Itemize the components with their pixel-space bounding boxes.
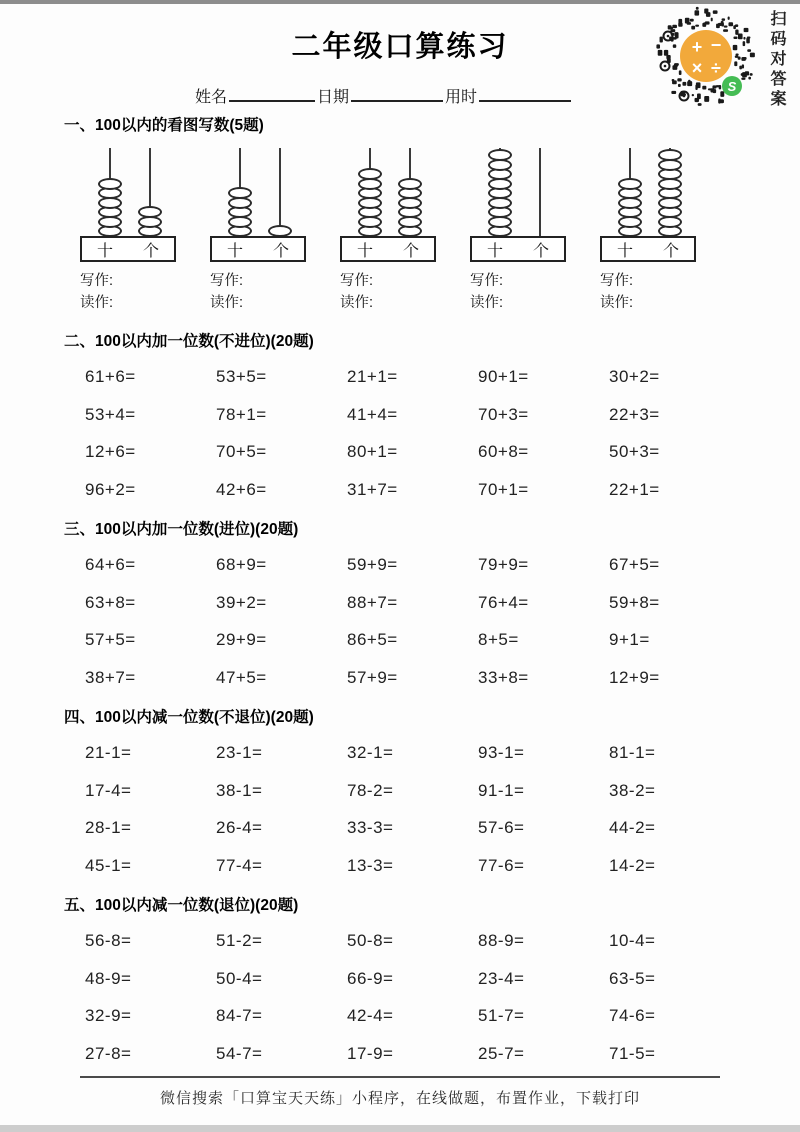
abacus-drawing (470, 148, 570, 262)
abacus-bead (488, 149, 512, 161)
abacus-bead (98, 178, 122, 190)
math-problem: 96+2= (85, 479, 136, 499)
worksheet-body (0, 112, 800, 1072)
math-problem: 56-8= (85, 931, 132, 950)
math-problem: 50+3= (609, 442, 660, 461)
footer-divider (80, 1076, 720, 1078)
math-problem: 32-9= (85, 1006, 132, 1025)
math-problem: 61+6= (85, 367, 136, 386)
math-problem: 45-1= (85, 855, 132, 875)
math-problem: 42-4= (347, 1006, 394, 1025)
student-info-row (195, 84, 615, 107)
math-problem: 27-8= (85, 1043, 132, 1063)
math-problem: 88-9= (478, 931, 525, 950)
problems-grid (0, 728, 800, 884)
math-problem: 30+2= (609, 367, 660, 386)
qr-caption: 扫码对答案 (768, 10, 785, 110)
math-problem: 13-3= (347, 855, 394, 875)
math-problem: 23-1= (216, 743, 263, 762)
math-problem: 48-9= (85, 968, 132, 988)
math-problem: 53+5= (216, 367, 267, 386)
abacus-answer-labels (600, 270, 700, 314)
math-problem: 26-4= (216, 818, 263, 837)
problems-grid (0, 540, 800, 696)
math-problem: 38-1= (216, 780, 263, 800)
abacus-answer-labels (340, 270, 440, 314)
math-problem: 90+1= (478, 367, 529, 386)
date-label: 日期 (317, 89, 350, 106)
math-problem: 63-5= (609, 968, 656, 988)
math-problem: 51-2= (216, 931, 263, 950)
math-problem: 32-1= (347, 743, 394, 762)
ones-column-label: 个 (662, 242, 679, 260)
math-problem: 68+9= (216, 555, 267, 574)
abacus-base (80, 236, 176, 262)
read-as-label: 读作: (80, 295, 114, 311)
abacus-answer-labels (80, 270, 180, 314)
read-as-label: 读作: (600, 295, 634, 311)
ones-column-label: 个 (532, 242, 549, 260)
abacus-figure (80, 148, 180, 320)
math-problem: 54-7= (216, 1043, 263, 1063)
math-problem: 10-4= (609, 931, 656, 950)
math-problem: 39+2= (216, 592, 267, 612)
math-problem: 66-9= (347, 968, 394, 988)
tens-column-label: 十 (226, 242, 243, 260)
math-problem: 70+3= (478, 404, 529, 424)
abacus-bead (658, 149, 682, 161)
read-as-label: 读作: (340, 295, 374, 311)
time-blank (479, 87, 571, 102)
page-bottom-border (0, 1125, 800, 1132)
svg-text:S: S (727, 79, 737, 94)
tens-column-label: 十 (96, 242, 113, 260)
tens-column-label: 十 (356, 242, 373, 260)
math-problem: 79+9= (478, 555, 529, 574)
math-problem: 84-7= (216, 1006, 263, 1025)
abacus-rod-ones (279, 148, 281, 236)
math-problem: 51-7= (478, 1006, 525, 1025)
abacus-bead (138, 206, 162, 218)
abacus-figures-row (0, 136, 800, 320)
math-problem: 21+1= (347, 367, 398, 386)
write-as-label: 写作: (600, 273, 634, 289)
abacus-base (210, 236, 306, 262)
math-problem: 60+8= (478, 442, 529, 461)
math-problem: 53+4= (85, 404, 136, 424)
math-problem: 47+5= (216, 667, 267, 687)
math-problem: 86+5= (347, 630, 398, 649)
section-heading: 五、100以内减一位数(退位)(20题) (64, 897, 299, 914)
math-problem: 77-4= (216, 855, 263, 875)
math-problem: 57+5= (85, 630, 136, 649)
section-heading: 四、100以内减一位数(不退位)(20题) (64, 709, 314, 726)
math-problem: 71-5= (609, 1043, 656, 1063)
abacus-bead (618, 178, 642, 190)
read-as-label: 读作: (210, 295, 244, 311)
math-problem: 74-6= (609, 1006, 656, 1025)
math-problem: 9+1= (609, 630, 650, 649)
read-as-label: 读作: (470, 295, 504, 311)
math-problem: 42+6= (216, 479, 267, 499)
math-problem: 81-1= (609, 743, 656, 762)
tens-column-label: 十 (616, 242, 633, 260)
math-problem: 12+9= (609, 667, 660, 687)
page-title: 二年级口算练习 (291, 31, 509, 63)
math-problem: 76+4= (478, 592, 529, 612)
math-problem: 17-4= (85, 780, 132, 800)
abacus-drawing (600, 148, 700, 262)
abacus-bead (358, 168, 382, 180)
math-problem: 50-4= (216, 968, 263, 988)
problems-grid (0, 916, 800, 1072)
math-problem: 31+7= (347, 479, 398, 499)
math-problem: 77-6= (478, 855, 525, 875)
math-problem: 70+5= (216, 442, 267, 461)
section-heading: 三、100以内加一位数(进位)(20题) (64, 521, 299, 538)
math-problem: 88+7= (347, 592, 398, 612)
math-problem: 64+6= (85, 555, 136, 574)
section-heading: 二、100以内加一位数(不进位)(20题) (64, 333, 314, 350)
write-as-label: 写作: (340, 273, 374, 289)
abacus-rod-ones (539, 148, 541, 236)
math-problem: 59+8= (609, 592, 660, 612)
abacus-base (340, 236, 436, 262)
math-problem: 38+7= (85, 667, 136, 687)
math-problem: 8+5= (478, 630, 519, 649)
svg-text:+: + (691, 37, 703, 57)
math-problem: 91-1= (478, 780, 525, 800)
abacus-base (470, 236, 566, 262)
write-as-label: 写作: (470, 273, 504, 289)
math-problem: 80+1= (347, 442, 398, 461)
math-problem: 21-1= (85, 743, 132, 762)
name-blank (229, 87, 315, 102)
ones-column-label: 个 (272, 242, 289, 260)
abacus-bead (228, 187, 252, 199)
math-problem: 29+9= (216, 630, 267, 649)
abacus-figure (470, 148, 570, 320)
abacus-figure (340, 148, 440, 320)
math-problem: 70+1= (478, 479, 529, 499)
math-problem: 44-2= (609, 818, 656, 837)
math-problem: 12+6= (85, 442, 136, 461)
abacus-drawing (340, 148, 440, 262)
math-problem: 78+1= (216, 404, 267, 424)
math-problem: 67+5= (609, 555, 660, 574)
qr-code-block (656, 6, 788, 110)
abacus-answer-labels (470, 270, 570, 314)
problems-grid (0, 352, 800, 508)
svg-text:−: − (710, 35, 722, 55)
svg-text:×: × (691, 58, 703, 78)
math-problem: 50-8= (347, 931, 394, 950)
math-problem: 22+1= (609, 479, 660, 499)
math-problem: 57-6= (478, 818, 525, 837)
abacus-bead (398, 178, 422, 190)
section-heading: 一、100以内的看图写数(5题) (64, 117, 264, 134)
math-problem: 41+4= (347, 404, 398, 424)
math-problem: 33-3= (347, 818, 394, 837)
page-top-border (0, 0, 800, 4)
tens-column-label: 十 (486, 242, 503, 260)
math-problem: 59+9= (347, 555, 398, 574)
math-problem: 22+3= (609, 404, 660, 424)
date-blank (351, 87, 443, 102)
math-problem: 78-2= (347, 780, 394, 800)
math-problem: 33+8= (478, 667, 529, 687)
math-problem: 17-9= (347, 1043, 394, 1063)
write-as-label: 写作: (210, 273, 244, 289)
ones-column-label: 个 (402, 242, 419, 260)
abacus-drawing (80, 148, 180, 262)
abacus-drawing (210, 148, 310, 262)
abacus-base (600, 236, 696, 262)
math-problem: 14-2= (609, 855, 656, 875)
math-problem: 28-1= (85, 818, 132, 837)
abacus-figure (210, 148, 310, 320)
math-problem: 63+8= (85, 592, 136, 612)
svg-text:÷: ÷ (711, 58, 721, 78)
abacus-figure (600, 148, 700, 320)
write-as-label: 写作: (80, 273, 114, 289)
math-problem: 25-7= (478, 1043, 525, 1063)
time-label: 用时 (445, 89, 478, 106)
mini-program-qr-icon (656, 6, 760, 110)
ones-column-label: 个 (142, 242, 159, 260)
math-problem: 23-4= (478, 968, 525, 988)
footer-note: 微信搜索「口算宝天天练」小程序，在线做题，布置作业，下载打印 (159, 1090, 640, 1107)
math-problem: 93-1= (478, 743, 525, 762)
math-problem: 57+9= (347, 667, 398, 687)
name-label: 姓名 (195, 89, 228, 106)
abacus-answer-labels (210, 270, 310, 314)
math-problem: 38-2= (609, 780, 656, 800)
